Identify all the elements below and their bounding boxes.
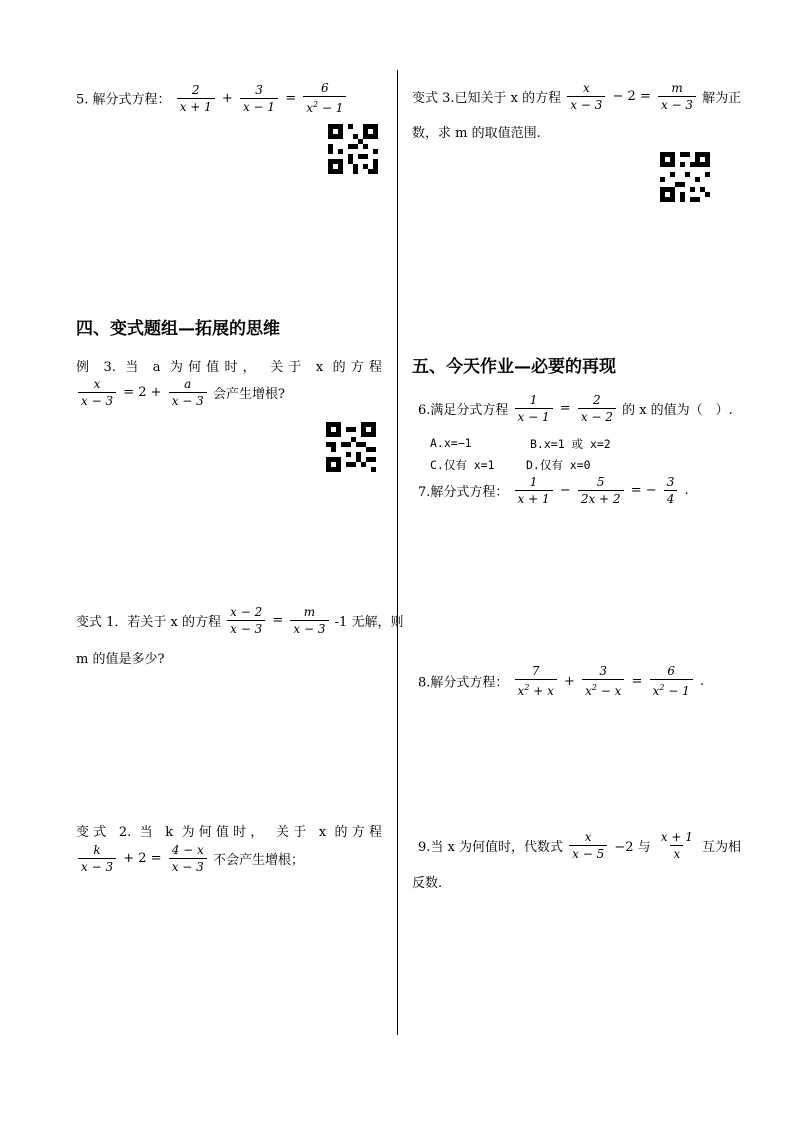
question-9-line-1: 9.当 x 为何值时，代数式 $\frac{x}{x - 5}$ −2 与 $\frac{x + 1}{x}$ 互为相 xyxy=(418,830,742,861)
qr-code-icon xyxy=(326,422,376,472)
v2-fraction-2: $\frac{4 - x}{x - 3}$ xyxy=(169,842,207,875)
question-8: 8.解分式方程： $\frac{7}{x^2 + x}$ + $\frac{3}{x^2 - x}$ = $\frac{6}{x^2 - 1}$ . xyxy=(418,664,705,698)
q5-fraction-1: $\frac{2}{x + 1}$ xyxy=(177,82,215,115)
qr-code-icon xyxy=(660,152,710,202)
variant-2-equation: $\frac{k}{x - 3}$ + 2 = $\frac{4 - x}{x - 3}$ 不会产生增根； xyxy=(76,842,304,875)
q5-prefix: 5. 解分式方程： xyxy=(76,92,171,108)
v3-fraction-1: $\frac{x}{x - 3}$ xyxy=(567,80,605,113)
q8-fraction-3: $\frac{6}{x^2 - 1}$ xyxy=(650,663,693,699)
q8-fraction-2: $\frac{3}{x^2 - x}$ xyxy=(582,663,624,699)
question-6: 6.满足分式方程 $\frac{1}{x - 1}$ = $\frac{2}{x - 2}$ 的 x 的值为（ ）. xyxy=(418,393,733,424)
v3-fraction-2: $\frac{m}{x - 3}$ xyxy=(658,80,696,113)
q9-fraction-2: $\frac{x + 1}{x}$ xyxy=(660,830,693,861)
v1-fraction-1: $\frac{x - 2}{x - 3}$ xyxy=(227,604,265,637)
ex3-fraction-2: $\frac{a}{x - 3}$ xyxy=(169,376,207,409)
q6-fraction-2: $\frac{2}{x - 2}$ xyxy=(578,392,616,425)
v1-fraction-2: $\frac{m}{x - 3}$ xyxy=(290,604,328,637)
choice-c: C.仅有 x=1 xyxy=(430,458,495,472)
variant-1-line-1: 变式 1．若关于 x 的方程 $\frac{x - 2}{x - 3}$ = $\frac{m}{x - 3}$ -1 无解，则 xyxy=(76,605,404,636)
q5-plus: + xyxy=(221,90,233,106)
example-3-equation: $\frac{x}{x - 3}$ = 2 + $\frac{a}{x - 3}$ 会产生增根? xyxy=(76,376,285,409)
choice-b: B.x=1 或 x=2 xyxy=(530,437,611,451)
q8-fraction-1: $\frac{7}{x^2 + x}$ xyxy=(515,663,557,699)
section-heading-5: 五、今天作业—必要的再现 xyxy=(412,357,616,377)
example-3-line-1: 例 3. 当 a 为何值时， 关于 x 的方程 xyxy=(76,360,382,375)
q7-fraction-2: $\frac{5}{2x + 2}$ xyxy=(578,474,624,507)
variant-3-line-1: 变式 3.已知关于 x 的方程 $\frac{x}{x - 3}$ − 2 = $\frac{m}{x - 3}$ 解为正 xyxy=(412,81,742,112)
choice-a: A.x=−1 xyxy=(430,436,472,450)
q9-fraction-1: $\frac{x}{x - 5}$ xyxy=(569,829,607,862)
variant-2-line-1: 变式 2. 当 k 为何值时， 关于 x 的方程 xyxy=(76,825,382,840)
question-7: 7.解分式方程： $\frac{1}{x + 1}$ − $\frac{5}{2x + 2}$ = − $\frac{3}{4}$ . xyxy=(418,475,689,506)
q7-fraction-3: $\frac{3}{4}$ xyxy=(664,474,678,507)
v2-fraction-1: $\frac{k}{x - 3}$ xyxy=(78,842,116,875)
q7-fraction-1: $\frac{1}{x + 1}$ xyxy=(515,474,553,507)
question-5 xyxy=(76,80,348,116)
q6-fraction-1: $\frac{1}{x - 1}$ xyxy=(515,392,553,425)
q5-fraction-3: $\frac{6}{x^2 - 1}$ xyxy=(303,80,346,116)
ex3-fraction-1: $\frac{x}{x - 3}$ xyxy=(78,376,116,409)
question-9-line-2: 反数. xyxy=(412,876,443,891)
variant-3-line-2: 数，求 m 的取值范围. xyxy=(412,126,541,141)
qr-code-icon xyxy=(328,124,378,174)
column-divider xyxy=(397,70,398,1035)
variant-1-line-2: m 的值是多少? xyxy=(76,652,165,667)
q5-fraction-2: $\frac{3}{x - 1}$ xyxy=(240,82,278,115)
choice-d: D.仅有 x=0 xyxy=(526,458,591,472)
section-heading-4: 四、变式题组—拓展的思维 xyxy=(76,319,280,339)
q5-equals: = xyxy=(285,90,297,106)
